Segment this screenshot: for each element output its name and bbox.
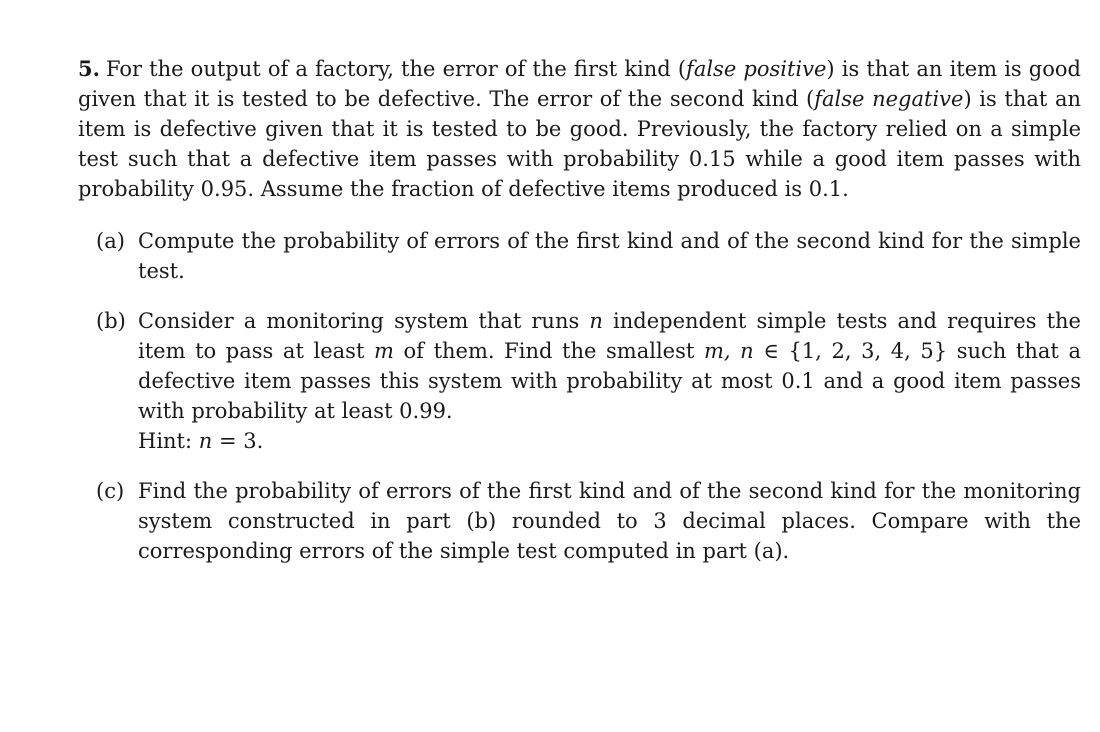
subquestion-text: of them. Find the smallest: [393, 339, 704, 363]
math-variables-mn: m, n: [703, 339, 754, 363]
problem-number: 5.: [78, 56, 100, 81]
subquestion-b: [78, 306, 1081, 456]
problem-text-part-3: ) is that an item is defective given that it is tested to be good. Previously, the factory relied on a simple test such that a defective item passes with probability 0.15 while a good item passes with probability 0.95. Assume the fraction of defective items produced is 0.1.: [78, 87, 1081, 201]
hint-value: = 3.: [212, 429, 264, 453]
false-positive-term: false positive: [686, 57, 827, 81]
math-variable-m: m: [374, 339, 394, 363]
hint-variable-n: n: [198, 429, 213, 453]
subquestion-text: independent simple tests and requires the item to pass at least: [138, 309, 1081, 363]
subquestion-label: (b): [96, 309, 126, 333]
subquestion-text: Compute the probability of errors of the first kind and of the second kind for the simple test.: [138, 229, 1081, 283]
subquestion-text: Find the probability of errors of the first kind and of the second kind for the monitoring system constructed in part (b) rounded to 3 decimal places. Compare with the corresponding errors of the simple test computed in part (a).: [138, 479, 1081, 563]
subquestion-label: (c): [96, 479, 125, 503]
problem-text-part-1: For the output of a factory, the error of the first kind (: [105, 57, 687, 81]
problem-text-part-2: ) is that an item is good given that it is tested to be defective. The error of the second kind (: [78, 57, 1081, 111]
math-variable-n: n: [589, 309, 603, 333]
problem-sheet: [78, 54, 1081, 586]
hint-prefix: Hint:: [138, 429, 199, 453]
false-negative-term: false negative: [814, 87, 964, 111]
subquestion-text: ∈ {1, 2, 3, 4, 5} such that a defective item passes this system with probability at most 0.1 and a good item passes with probability at least 0.99.: [138, 339, 1081, 423]
subquestion-c: [78, 476, 1081, 566]
subquestion-text: Consider a monitoring system that runs: [138, 309, 590, 333]
hint-line: [138, 426, 1081, 456]
subquestion-a: [78, 226, 1081, 286]
problem-statement: [78, 54, 1081, 204]
subquestion-label: (a): [96, 229, 125, 253]
subquestion-list: [78, 226, 1081, 566]
